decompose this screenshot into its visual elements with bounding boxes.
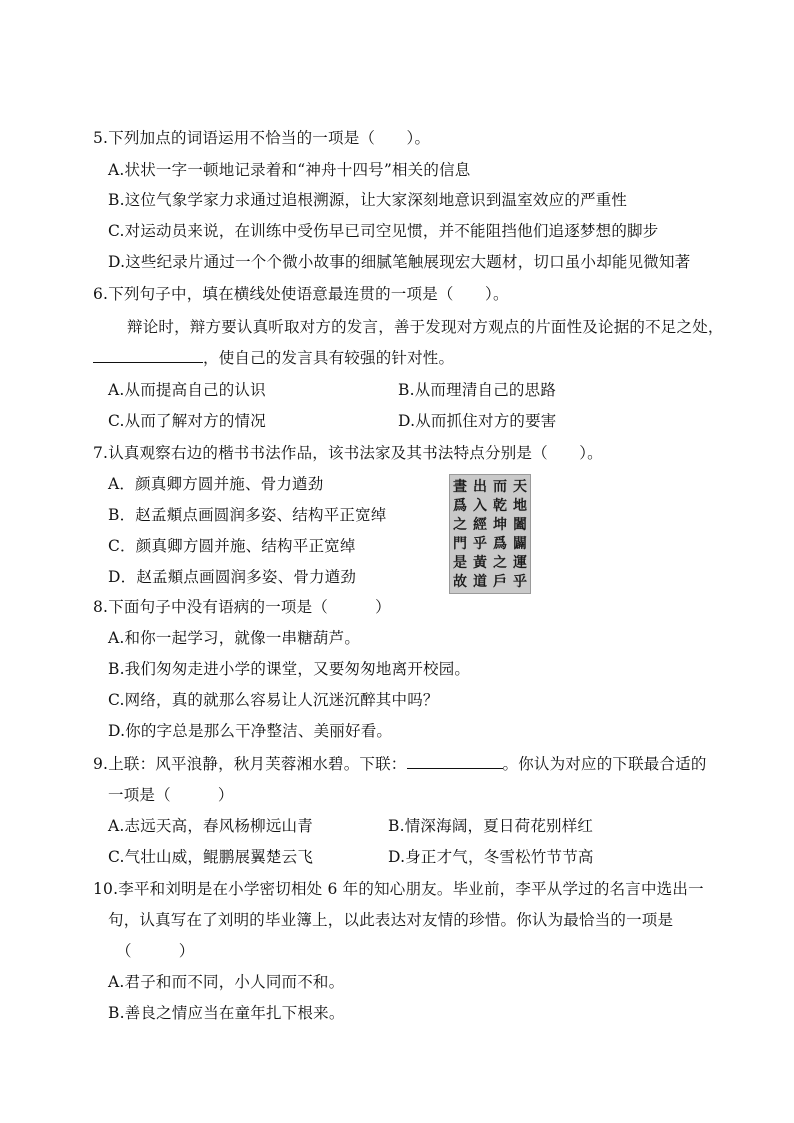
q8-option-c: C.网络，真的就那么容易让人沉迷沉醉其中吗？ bbox=[108, 691, 439, 709]
calligraphy-char: 闔 bbox=[513, 517, 527, 533]
calligraphy-char: 天 bbox=[513, 479, 527, 495]
calligraphy-column-4 bbox=[453, 478, 467, 590]
calligraphy-char: 乾 bbox=[493, 498, 507, 514]
calligraphy-char: 故 bbox=[453, 574, 467, 590]
calligraphy-column-1 bbox=[513, 478, 527, 590]
calligraphy-char: 爲 bbox=[453, 498, 467, 514]
q6-passage-line-1: 辩论时，辩方要认真听取对方的发言，善于发现对方观点的片面性及论据的不足之处， bbox=[127, 318, 724, 336]
calligraphy-char: 闢 bbox=[513, 536, 527, 552]
q6-stem: 6.下列句子中，填在横线处使语意最连贯的一项是（ ）。 bbox=[93, 285, 509, 303]
q10-option-b: B.善良之情应当在童年扎下根来。 bbox=[108, 1004, 345, 1022]
q7-option-b: B．赵孟頫点画圆润多姿、结构平正宽绰 bbox=[108, 506, 387, 524]
calligraphy-char: 運 bbox=[513, 555, 527, 571]
calligraphy-char: 經 bbox=[473, 517, 487, 533]
q7-option-a: A．颜真卿方圆并施、骨力遒劲 bbox=[108, 475, 324, 493]
q8-option-b: B.我们匆匆走进小学的课堂，又要匆匆地离开校园。 bbox=[108, 660, 471, 678]
q6-passage-line-2 bbox=[93, 348, 454, 368]
calligraphy-char: 之 bbox=[453, 517, 467, 533]
q6-option-a: A.从而提高自己的认识 bbox=[108, 381, 266, 399]
q9-option-d: D.身正才气，冬雪松竹节节高 bbox=[388, 848, 594, 866]
q9-stem-line-2: 一项是（ ） bbox=[108, 786, 234, 804]
q9-answer-blank[interactable] bbox=[407, 754, 503, 769]
q10-stem-line-3: （ ） bbox=[116, 942, 195, 960]
calligraphy-char: 戶 bbox=[493, 574, 507, 590]
q7-option-d: D．赵孟頫点画圆润多姿、骨力遒劲 bbox=[108, 568, 357, 586]
q6-option-d: D.从而抓住对方的要害 bbox=[398, 412, 557, 430]
calligraphy-char: 爲 bbox=[493, 536, 507, 552]
calligraphy-char: 道 bbox=[473, 574, 487, 590]
q8-stem: 8.下面句子中没有语病的一项是（ ） bbox=[93, 598, 391, 616]
q6-passage-tail: ，使自己的发言具有较强的针对性。 bbox=[203, 349, 455, 367]
q5-option-a: A.状状一字一顿地记录着和“神舟十四号”相关的信息 bbox=[108, 161, 471, 179]
q8-option-a: A.和你一起学习，就像一串糖葫芦。 bbox=[108, 629, 361, 647]
calligraphy-char: 乎 bbox=[473, 536, 487, 552]
q7-stem: 7.认真观察右边的楷书书法作品，该书法家及其书法特点分别是（ ）。 bbox=[93, 444, 603, 462]
q9-option-b: B.情深海阔，夏日荷花别样红 bbox=[388, 817, 594, 835]
calligraphy-char: 入 bbox=[473, 498, 487, 514]
q9-stem-head: 9.上联：风平浪静，秋月芙蓉湘水碧。下联： bbox=[93, 755, 407, 773]
calligraphy-char: 黃 bbox=[473, 555, 487, 571]
calligraphy-image bbox=[449, 474, 531, 594]
q5-option-b: B.这位气象学家力求通过追根溯源，让大家深刻地意识到温室效应的严重性 bbox=[108, 191, 628, 209]
q5-option-d: D.这些纪录片通过一个个微小故事的细腻笔触展现宏大题材，切口虽小却能见微知著 bbox=[108, 253, 691, 271]
calligraphy-char: 晝 bbox=[453, 479, 467, 495]
q10-option-a: A.君子和而不同，小人同而不和。 bbox=[108, 973, 345, 991]
q10-stem-line-2: 句，认真写在了刘明的毕业簿上，以此表达对友情的珍惜。你认为最恰当的一项是 bbox=[108, 911, 674, 929]
q9-stem-tail: 。你认为对应的下联最合适的 bbox=[502, 755, 707, 773]
calligraphy-char: 是 bbox=[453, 555, 467, 571]
q6-option-c: C.从而了解对方的情况 bbox=[108, 412, 266, 430]
calligraphy-char: 出 bbox=[473, 479, 487, 495]
calligraphy-char: 坤 bbox=[493, 517, 507, 533]
q5-stem: 5.下列加点的词语运用不恰当的一项是（ ）。 bbox=[93, 129, 431, 147]
calligraphy-char: 之 bbox=[493, 555, 507, 571]
q7-option-c: C．颜真卿方圆并施、结构平正宽绰 bbox=[108, 537, 356, 555]
q5-option-c: C.对运动员来说，在训练中受伤早已司空见惯，并不能阻挡他们追逐梦想的脚步 bbox=[108, 222, 659, 240]
calligraphy-char: 門 bbox=[453, 536, 467, 552]
q9-option-c: C.气壮山威，鲲鹏展翼楚云飞 bbox=[108, 848, 314, 866]
q6-option-b: B.从而理清自己的思路 bbox=[398, 381, 557, 399]
calligraphy-char: 地 bbox=[513, 498, 527, 514]
calligraphy-char: 而 bbox=[493, 479, 507, 495]
q8-option-d: D.你的字总是那么干净整洁、美丽好看。 bbox=[108, 722, 393, 740]
q6-answer-blank[interactable] bbox=[93, 348, 203, 363]
q9-option-a: A.志远天高，春风杨柳远山青 bbox=[108, 817, 313, 835]
calligraphy-char: 乎 bbox=[513, 574, 527, 590]
q10-stem-line-1: 10.李平和刘明是在小学密切相处 6 年的知心朋友。毕业前，李平从学过的名言中选出一 bbox=[93, 880, 704, 898]
calligraphy-column-3 bbox=[473, 478, 487, 590]
calligraphy-column-2 bbox=[493, 478, 507, 590]
q9-stem-line-1 bbox=[93, 754, 707, 774]
